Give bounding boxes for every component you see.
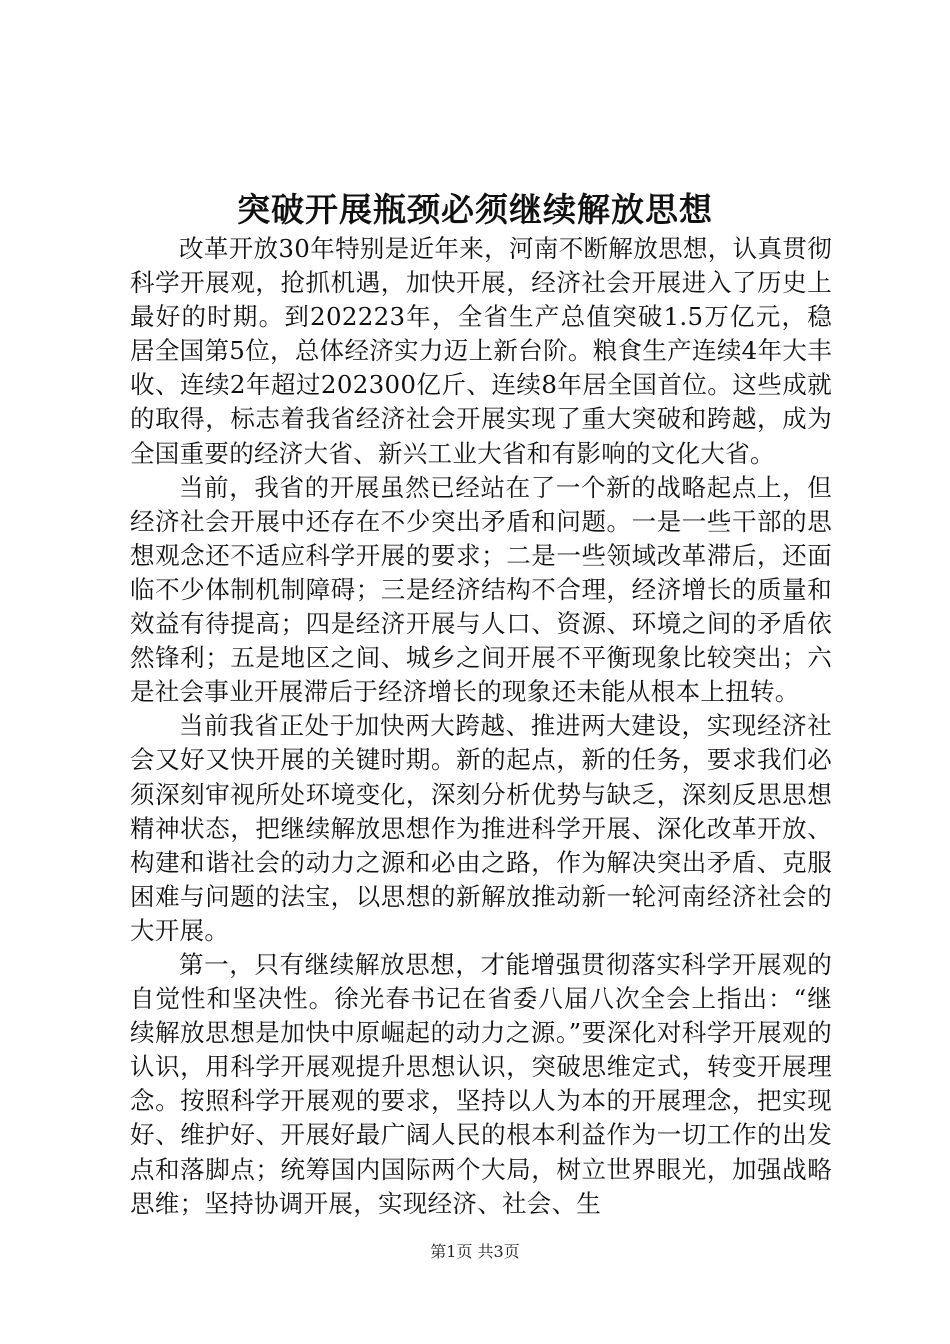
- page-indicator: 第1页 共3页: [430, 1242, 520, 1261]
- paragraph: 改革开放30年特别是近年来，河南不断解放思想，认真贯彻科学开展观，抢抓机遇，加快开展，经济社会开展进入了历史上最好的时期。到202223年，全省生产总值突破1.5万亿元，稳居全国第5位，总体经济实力迈上新台阶。粮食生产连续4年大丰收、连续2年超过202300亿斤、连续8年居全国首位。这些成就的取得，标志着我省经济社会开展实现了重大突破和跨越，成为全国重要的经济大省、新兴工业大省和有影响的文化大省。: [130, 234, 832, 468]
- document-body: [130, 232, 832, 1221]
- document-title: 突破开展瓶颈必须继续解放思想: [237, 190, 713, 229]
- paragraph: 当前我省正处于加快两大跨越、推进两大建设，实现经济社会又好又快开展的关键时期。新的起点，新的任务，要求我们必须深刻审视所处环境变化，深刻分析优势与缺乏，深刻反思思想精神状态，把继续解放思想作为推进科学开展、深化改革开放、构建和谐社会的动力之源和必由之路，作为解决突出矛盾、克服困难与问题的法宝，以思想的新解放推动新一轮河南经济社会的大开展。: [130, 711, 832, 945]
- paragraph: 第一，只有继续解放思想，才能增强贯彻落实科学开展观的自觉性和坚决性。徐光春书记在省委八届八次全会上指出：“继续解放思想是加快中原崛起的动力之源。”要深化对科学开展观的认识，用科学开展观提升思想认识，突破思维定式，转变开展理念。按照科学开展观的要求，坚持以人为本的开展理念，把实现好、维护好、开展好最广阔人民的根本利益作为一切工作的出发点和落脚点；统筹国内国际两个大局，树立世界眼光，加强战略思维；坚持协调开展，实现经济、社会、生: [130, 949, 833, 1218]
- paragraph: 当前，我省的开展虽然已经站在了一个新的战略起点上，但经济社会开展中还存在不少突出矛盾和问题。一是一些干部的思想观念还不适应科学开展的要求；二是一些领域改革滞后，还面临不少体制机制障碍；三是经济结构不合理，经济增长的质量和效益有待提高；四是经济开展与人口、资源、环境之间的矛盾依然锋利；五是地区之间、城乡之间开展不平衡现象比较突出；六是社会事业开展滞后于经济增长的现象还未能从根本上扭转。: [130, 472, 832, 707]
- page-footer: [0, 1240, 950, 1264]
